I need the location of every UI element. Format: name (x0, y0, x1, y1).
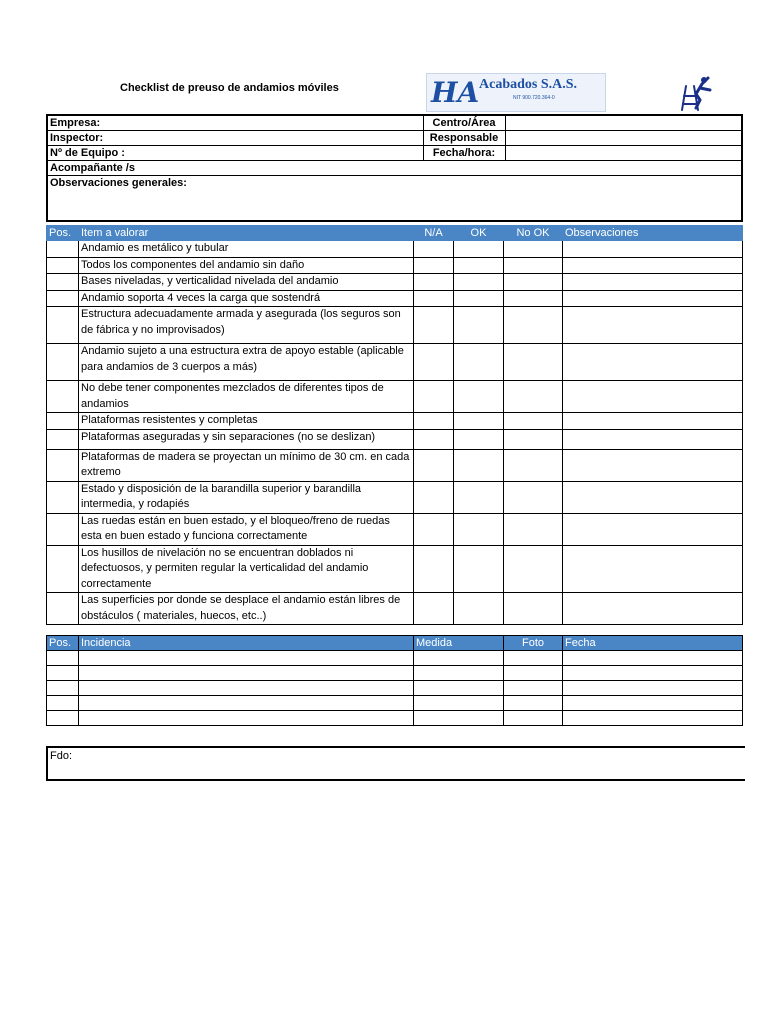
ok-cell[interactable] (454, 429, 504, 449)
checklist-row (47, 344, 743, 381)
signature-label: Fdo: (50, 750, 73, 762)
observaciones-cell[interactable] (563, 344, 743, 381)
inc-medida-cell[interactable] (414, 651, 504, 666)
observaciones-cell[interactable] (563, 381, 743, 413)
nook-cell[interactable] (504, 481, 563, 513)
inc-incidencia-cell[interactable] (79, 696, 414, 711)
item-text: Las superficies por donde se desplace el andamio están libres de obstáculos ( materiales, huecos, etc..) (79, 593, 414, 625)
na-cell[interactable] (414, 307, 454, 344)
inc-incidencia-cell[interactable] (79, 681, 414, 696)
inc-foto-cell[interactable] (504, 666, 563, 681)
item-text: Andamio soporta 4 veces la carga que sostendrá (79, 290, 414, 307)
logo-name: Acabados S.A.S. (479, 77, 578, 92)
incidencia-row (47, 711, 743, 726)
ok-cell[interactable] (454, 274, 504, 291)
observaciones-cell[interactable] (563, 513, 743, 545)
checklist-row (47, 449, 743, 481)
pos-cell[interactable] (47, 274, 79, 291)
checklist-row (47, 545, 743, 593)
item-text: Andamio sujeto a una estructura extra de apoyo estable (aplicable para andamios de 3 cuerpos a más) (79, 344, 414, 381)
item-text: Plataformas de madera se proyectan un mínimo de 30 cm. en cada extremo (79, 449, 414, 481)
header-nook: No OK (504, 226, 563, 241)
ok-cell[interactable] (454, 513, 504, 545)
pos-cell[interactable] (47, 344, 79, 381)
ok-cell[interactable] (454, 449, 504, 481)
item-text: Los husillos de nivelación no se encuentran doblados ni defectuosos, y permiten regular la verticalidad del andamio correctamente (79, 545, 414, 593)
checklist-row (47, 593, 743, 625)
inc-fecha-cell[interactable] (563, 651, 743, 666)
signature-box[interactable] (46, 746, 745, 781)
pos-cell[interactable] (47, 429, 79, 449)
checklist-row (47, 381, 743, 413)
pos-cell[interactable] (47, 307, 79, 344)
header-na: N/A (414, 226, 454, 241)
checklist-row (47, 257, 743, 274)
nook-cell[interactable] (504, 413, 563, 430)
pos-cell[interactable] (47, 481, 79, 513)
acompanante-label: Acompañante /s (47, 161, 742, 176)
ok-cell[interactable] (454, 257, 504, 274)
inc-foto-cell[interactable] (504, 651, 563, 666)
observaciones-cell[interactable] (563, 545, 743, 593)
ok-cell[interactable] (454, 344, 504, 381)
inc-incidencia-cell[interactable] (79, 651, 414, 666)
pos-cell[interactable] (47, 290, 79, 307)
inc-medida-cell[interactable] (414, 711, 504, 726)
responsable-value[interactable] (505, 131, 742, 146)
responsable-label: Responsable (423, 131, 505, 146)
centro-label: Centro/Área (423, 115, 505, 131)
inc-medida-cell[interactable] (414, 696, 504, 711)
item-text: Plataformas resistentes y completas (79, 413, 414, 430)
na-cell[interactable] (414, 429, 454, 449)
ok-cell[interactable] (454, 481, 504, 513)
inc-incidencia-cell[interactable] (79, 711, 414, 726)
observaciones-cell[interactable] (563, 241, 743, 258)
equipo-label: Nº de Equipo : (47, 146, 423, 161)
incidencias-table (46, 635, 743, 726)
inc-pos-cell[interactable] (47, 651, 79, 666)
observaciones-cell[interactable] (563, 290, 743, 307)
inc-fecha-cell[interactable] (563, 681, 743, 696)
nook-cell[interactable] (504, 241, 563, 258)
item-text: No debe tener componentes mezclados de diferentes tipos de andamios (79, 381, 414, 413)
pos-cell[interactable] (47, 513, 79, 545)
nook-cell[interactable] (504, 545, 563, 593)
pos-cell[interactable] (47, 381, 79, 413)
company-logo (426, 73, 606, 112)
page-title: Checklist de preuso de andamios móviles (120, 82, 339, 94)
inc-pos-cell[interactable] (47, 711, 79, 726)
ok-cell[interactable] (454, 593, 504, 625)
ok-cell[interactable] (454, 241, 504, 258)
pos-cell[interactable] (47, 593, 79, 625)
observaciones-cell[interactable] (563, 593, 743, 625)
inc-foto-cell[interactable] (504, 696, 563, 711)
na-cell[interactable] (414, 545, 454, 593)
nook-cell[interactable] (504, 307, 563, 344)
info-table (46, 114, 743, 222)
inc-incidencia-cell[interactable] (79, 666, 414, 681)
pos-cell[interactable] (47, 545, 79, 593)
nook-cell[interactable] (504, 274, 563, 291)
inc-header-fecha: Fecha (563, 636, 743, 651)
na-cell[interactable] (414, 344, 454, 381)
nook-cell[interactable] (504, 513, 563, 545)
item-text: Estado y disposición de la barandilla superior y barandilla intermedia, y rodapiés (79, 481, 414, 513)
inc-header-incidencia: Incidencia (79, 636, 414, 651)
inc-header-pos: Pos. (47, 636, 79, 651)
observaciones-cell[interactable] (563, 274, 743, 291)
inc-foto-cell[interactable] (504, 681, 563, 696)
item-text: Andamio es metálico y tubular (79, 241, 414, 258)
checklist-row (47, 274, 743, 291)
observaciones-cell[interactable] (563, 481, 743, 513)
checklist-header (47, 226, 743, 241)
checklist-table (46, 225, 743, 625)
na-cell[interactable] (414, 593, 454, 625)
checklist-row (47, 290, 743, 307)
inc-pos-cell[interactable] (47, 696, 79, 711)
checklist-row (47, 429, 743, 449)
nook-cell[interactable] (504, 429, 563, 449)
na-cell[interactable] (414, 513, 454, 545)
nook-cell[interactable] (504, 449, 563, 481)
header-item: Item a valorar (79, 226, 414, 241)
na-cell[interactable] (414, 381, 454, 413)
inc-pos-cell[interactable] (47, 666, 79, 681)
inc-medida-cell[interactable] (414, 666, 504, 681)
ok-cell[interactable] (454, 413, 504, 430)
item-text: Bases niveladas, y verticalidad nivelada del andamio (79, 274, 414, 291)
fecha-label: Fecha/hora: (423, 146, 505, 161)
header-ok: OK (454, 226, 504, 241)
na-cell[interactable] (414, 290, 454, 307)
na-cell[interactable] (414, 257, 454, 274)
fecha-value[interactable] (505, 146, 742, 161)
checklist-row (47, 413, 743, 430)
logo-monogram: HA (431, 76, 480, 109)
nook-cell[interactable] (504, 344, 563, 381)
inc-fecha-cell[interactable] (563, 666, 743, 681)
pos-cell[interactable] (47, 413, 79, 430)
observaciones-cell[interactable] (563, 449, 743, 481)
empresa-label: Empresa: (47, 115, 423, 131)
checklist-row (47, 513, 743, 545)
inc-header-medida: Medida (414, 636, 504, 651)
nook-cell[interactable] (504, 593, 563, 625)
item-text: Todos los componentes del andamio sin daño (79, 257, 414, 274)
pos-cell[interactable] (47, 449, 79, 481)
ok-cell[interactable] (454, 307, 504, 344)
checklist-row (47, 481, 743, 513)
pos-cell[interactable] (47, 257, 79, 274)
ok-cell[interactable] (454, 290, 504, 307)
incidencia-row (47, 681, 743, 696)
inspector-label: Inspector: (47, 131, 423, 146)
checklist-row (47, 307, 743, 344)
na-cell[interactable] (414, 413, 454, 430)
observaciones-cell[interactable] (563, 257, 743, 274)
incidencia-row (47, 696, 743, 711)
inc-medida-cell[interactable] (414, 681, 504, 696)
logo-subtitle: NIT 900.720.364-0 (513, 95, 555, 101)
pos-cell[interactable] (47, 241, 79, 258)
nook-cell[interactable] (504, 381, 563, 413)
observaciones-cell[interactable] (563, 307, 743, 344)
na-cell[interactable] (414, 274, 454, 291)
incidencia-row (47, 666, 743, 681)
header-pos: Pos. (47, 226, 79, 241)
centro-value[interactable] (505, 115, 742, 131)
nook-cell[interactable] (504, 290, 563, 307)
header-observaciones: Observaciones (563, 226, 743, 241)
item-text: Las ruedas están en buen estado, y el bloqueo/freno de ruedas esta en buen estado y funciona correctamente (79, 513, 414, 545)
ok-cell[interactable] (454, 381, 504, 413)
observaciones-label: Observaciones generales: (47, 176, 742, 222)
ok-cell[interactable] (454, 545, 504, 593)
observaciones-cell[interactable] (563, 429, 743, 449)
incidencias-header (47, 636, 743, 651)
inc-foto-cell[interactable] (504, 711, 563, 726)
incidencia-row (47, 651, 743, 666)
inc-header-foto: Foto (504, 636, 563, 651)
na-cell[interactable] (414, 449, 454, 481)
item-text: Estructura adecuadamente armada y asegurada (los seguros son de fábrica y no improvisados) (79, 307, 414, 344)
na-cell[interactable] (414, 241, 454, 258)
item-text: Plataformas aseguradas y sin separaciones (no se deslizan) (79, 429, 414, 449)
na-cell[interactable] (414, 481, 454, 513)
nook-cell[interactable] (504, 257, 563, 274)
inc-fecha-cell[interactable] (563, 696, 743, 711)
inc-pos-cell[interactable] (47, 681, 79, 696)
inc-fecha-cell[interactable] (563, 711, 743, 726)
worker-ladder-icon (676, 74, 716, 114)
checklist-row (47, 241, 743, 258)
observaciones-cell[interactable] (563, 413, 743, 430)
